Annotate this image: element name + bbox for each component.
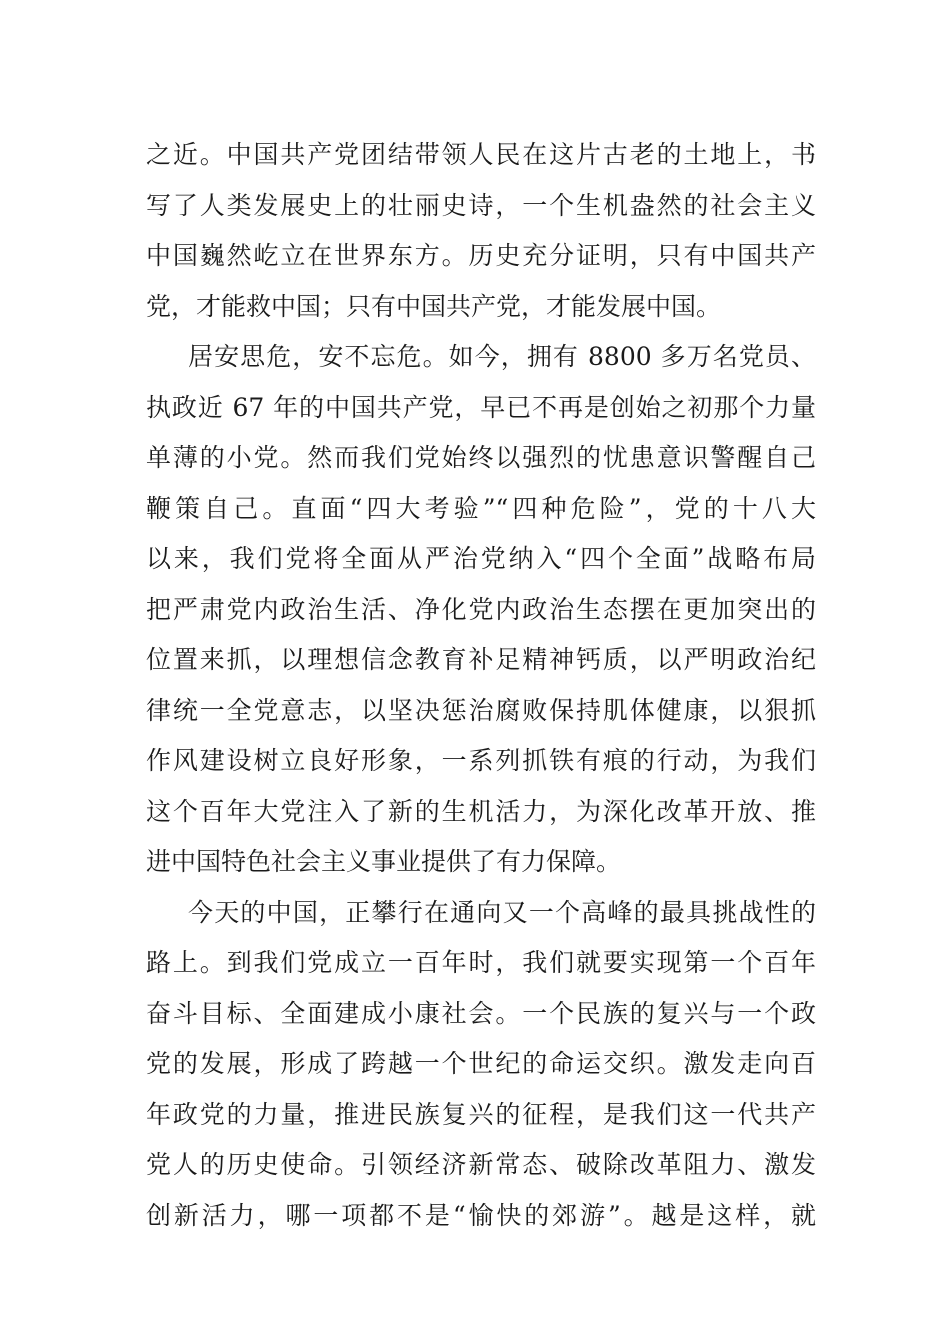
text-line: 单薄的小党。然而我们党始终以强烈的忧患意识警醒自己 [146,443,816,472]
text-line: 中国巍然屹立在世界东方。历史充分证明，只有中国共产 [146,241,816,270]
text-line: 奋斗目标、全面建成小康社会。一个民族的复兴与一个政 [146,998,816,1028]
text-line: 路上。到我们党成立一百年时，我们就要实现第一个百年 [146,948,816,977]
text-line: 写了人类发展史上的壮丽史诗，一个生机盎然的社会主义 [146,190,816,220]
text-line: 今天的中国，正攀行在通向又一个高峰的最具挑战性的 [188,897,816,927]
text-line: 以来，我们党将全面从严治党纳入“四个全面”战略布局 [146,544,816,573]
text-line: 位置来抓，以理想信念教育补足精神钙质，以严明政治纪 [146,645,816,674]
text-line: 年政党的力量，推进民族复兴的征程，是我们这一代共产 [146,1099,816,1129]
text-line: 执政近 67 年的中国共产党，早已不再是创始之初那个力量 [146,392,816,422]
paragraph-3 [146,888,816,1242]
text-line: 进中国特色社会主义事业提供了有力保障。 [146,847,622,876]
text-line: 党的发展，形成了跨越一个世纪的命运交织。激发走向百 [146,1049,816,1078]
paragraph-1 [146,130,816,332]
text-line: 创新活力，哪一项都不是“愉快的郊游”。越是这样，就 [146,1200,816,1230]
text-line: 之近。中国共产党团结带领人民在这片古老的土地上，书 [146,140,816,169]
text-line: 把严肃党内政治生活、净化党内政治生态摆在更加突出的 [146,594,816,624]
text-line: 作风建设树立良好形象，一系列抓铁有痕的行动，为我们 [146,746,816,775]
paragraph-2 [146,332,816,888]
text-line: 居安思危，安不忘危。如今，拥有 8800 多万名党员、 [188,342,816,371]
text-line: 这个百年大党注入了新的生机活力，为深化改革开放、推 [146,796,816,826]
text-line: 律统一全党意志，以坚决惩治腐败保持肌体健康，以狠抓 [146,695,816,725]
text-line: 鞭策自己。直面“四大考验”“四种危险”，党的十八大 [146,493,816,523]
document-body [146,130,816,1241]
text-line: 党，才能救中国；只有中国共产党，才能发展中国。 [146,291,722,321]
text-line: 党人的历史使命。引领经济新常态、破除改革阻力、激发 [146,1150,816,1179]
